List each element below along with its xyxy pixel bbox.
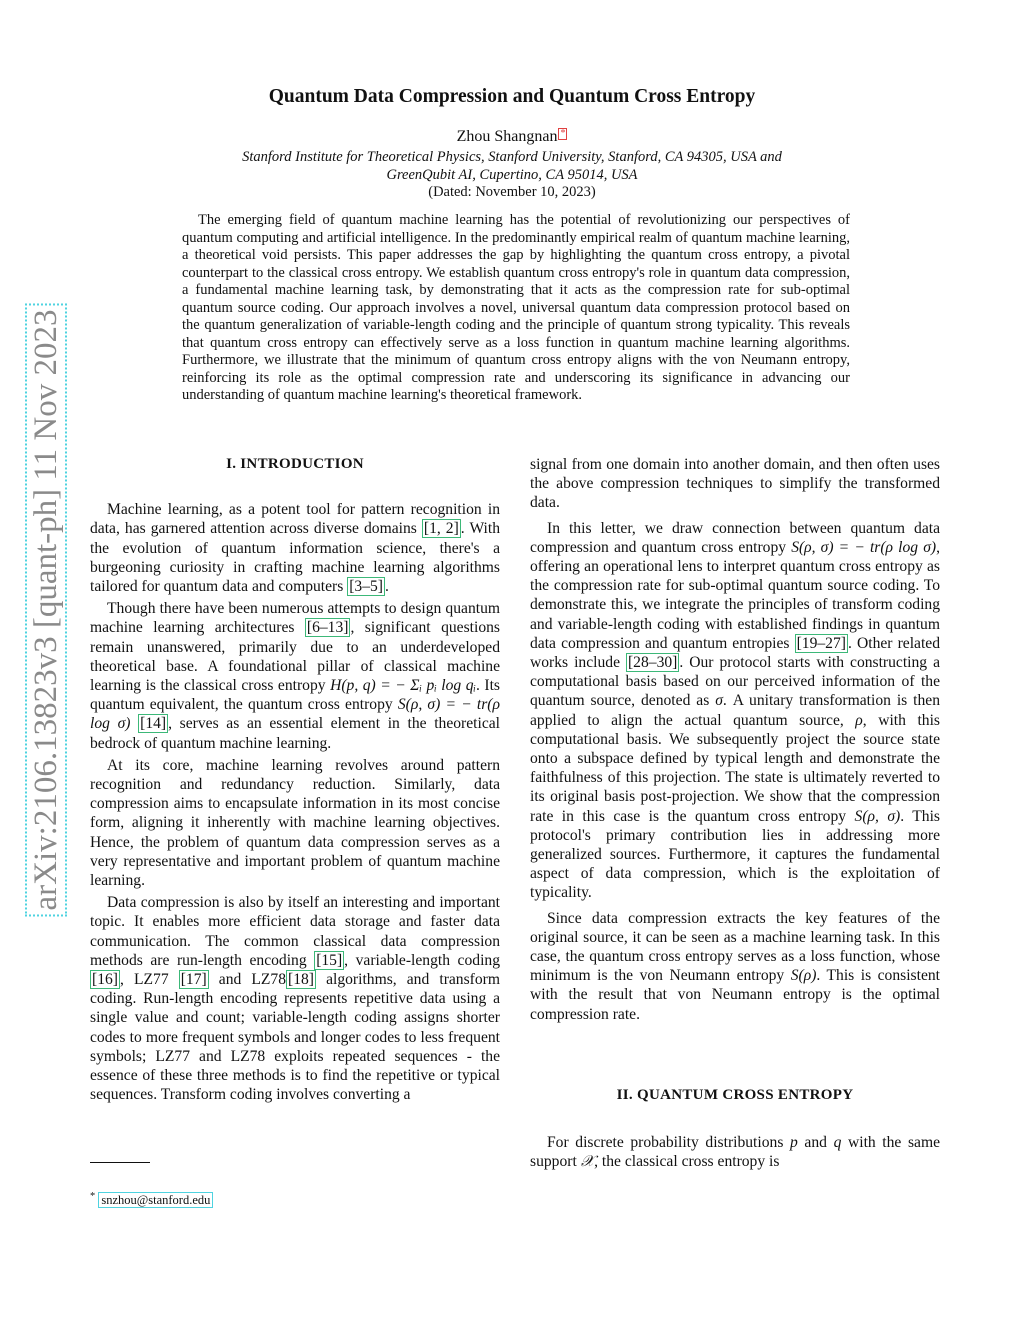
citation-link[interactable]: [18]	[288, 971, 314, 989]
math-inline: σ	[715, 692, 723, 710]
citation-link[interactable]: [1, 2]	[423, 520, 459, 538]
math-inline: S(ρ, σ) = − tr(ρ log σ)	[791, 538, 937, 556]
paragraph: In this letter, we draw connection between quantum data compression and quantum cross entropy S(ρ, σ) = − tr(ρ log σ), offering an operational lens to interpret quantum cross entropy as the compression rate for sub-optimal quantum source coding. To demonstrate this, we integrate the principles of transform coding and variable-length coding with established findings in quantum data compression and quantum entropies [19–27] . Other related works include [28–30] . Our protocol starts with constructing a computational basis based on our perceived information of the quantum source, denoted as σ. A unitary transformation is then applied to align the actual quantum source, ρ, with this computational basis. We subsequently project the source state onto a subspace defined by typical length and demonstrate the faithfulness of this projection. The state is ultimately reverted to its original basis post-projection. We show that the compression rate in this case is the quantum cross entropy S(ρ, σ). This protocol's primary contribution lies in addressing more generalized sources. Furthermore, it captures the fundamental aspect of data compression, which is the exploitation of typicality.	[530, 519, 941, 902]
paragraph: At its core, machine learning revolves around pattern recognition and redundancy reduction. Similarly, data compression aims to encapsulate information in its most concise form, aligning it inherently with machine learning objectives. Hence, the problem of quantum data compression serves as a very representative and important problem of quantum machine learning.	[90, 756, 500, 890]
paragraph: For discrete probability distributions p and q with the same support 𝒳, the classical cross entropy is	[530, 1134, 941, 1171]
citation-link[interactable]: [28–30]	[627, 654, 678, 672]
paragraph: Though there have been numerous attempts to design quantum machine learning architectures [6–13] , significant questions remain unanswered, primarily due to an underdeveloped theoretical base. A foundational pillar of classical machine learning is the classical cross entropy H(p, q) = − Σᵢ pᵢ log qᵢ. Its quantum equivalent, the quantum cross entropy S(ρ, σ) = − tr(ρ log σ) [14] , serves as an essential element in the theoretical bedrock of quantum machine learning.	[90, 600, 500, 752]
section-heading-quantum-cross-entropy: II. QUANTUM CROSS ENTROPY	[616, 1086, 854, 1103]
footnote-rule	[90, 1162, 150, 1163]
math-inline: S(ρ, σ)	[854, 807, 901, 825]
math-inline: S(ρ)	[790, 967, 817, 985]
citation-link[interactable]: [17]	[180, 971, 207, 989]
paragraph: Data compression is also by itself an interesting and important topic. It enables more efficient data storage and faster data communication. The common classical data compression methods are run-length encoding [15] , variable-length coding [16] , LZ77 [17] and LZ78 [18] algorithms, and transform coding. Run-length encoding represents repetitive data using a single value and count; variable-length coding assigns shorter codes to more frequent symbols and longer codes to less frequent symbols; LZ77 and LZ78 exploits repeated sequences - the essence of these three methods is to find the repetitive or typical sequences. Transform coding involves converting a	[90, 894, 500, 1104]
math-inline: ρ	[855, 711, 863, 729]
email-link[interactable]: snzhou@stanford.edu	[98, 1192, 213, 1208]
paragraph: Machine learning, as a potent tool for pattern recognition in data, has garnered attention across diverse domains [1, 2] . With the evolution of quantum information science, there's a burgeoning curiosity in crafting machine learning algorithms tailored for quantum data and computers [3–5] .	[90, 501, 501, 596]
arxiv-identifier[interactable]: arXiv:2106.13823v3 [quant-ph] 11 Nov 2023	[25, 304, 67, 917]
paragraph: Since data compression extracts the key features of the original source, it can be seen as a machine learning task. In this case, the quantum cross entropy serves as a loss function, whose minimum is the von Neumann entropy S(ρ). This is consistent with the result that von Neumann entropy is the optimal compression rate.	[530, 909, 941, 1023]
footnote-mark: *	[90, 1191, 96, 1202]
author-footnote-link[interactable]: *	[560, 128, 566, 139]
affiliation	[0, 149, 1024, 184]
affiliation-line-2: GreenQubit AI, Cupertino, CA 95014, USA	[386, 166, 638, 183]
paper-title: Quantum Data Compression and Quantum Cross Entropy	[268, 86, 756, 107]
footnote	[90, 1191, 213, 1208]
dated-line: (Dated: November 10, 2023)	[428, 184, 596, 200]
left-column	[90, 455, 500, 1108]
author-line	[0, 128, 1024, 146]
section-heading-introduction: I. INTRODUCTION	[226, 456, 364, 472]
citation-link[interactable]: [6–13]	[306, 619, 349, 637]
paragraph: signal from one domain into another domain, and then often uses the above compression techniques to simplify the transformed data.	[530, 456, 940, 512]
author-name: Zhou Shangnan	[456, 128, 558, 145]
right-column	[530, 455, 940, 1175]
math-inline: S(ρ, σ) = − tr(ρ log σ)	[90, 696, 500, 733]
arxiv-sidebar	[28, 290, 64, 930]
citation-link[interactable]: [16]	[92, 971, 118, 989]
affiliation-line-1: Stanford Institute for Theoretical Physics, Stanford University, Stanford, CA 94305, USA and	[242, 149, 782, 165]
citation-link[interactable]: [15]	[316, 951, 343, 969]
citation-link[interactable]: [19–27]	[796, 634, 846, 652]
abstract: The emerging field of quantum machine learning has the potential of revolutionizing our perspectives of quantum computing and artificial intelligence. In the predominantly empirical realm of quantum machine learning, a theoretical void persists. This paper addresses the gap by highlighting the quantum cross entropy, a pivotal counterpart to the classical cross entropy. We establish quantum cross entropy's role in quantum data compression, a fundamental machine learning task, by demonstrating that it acts as the compression rate for sub-optimal quantum source coding. Our approach involves a novel, universal quantum data compression protocol based on the quantum generalization of variable-length coding and the principle of quantum strong typicality. This reveals that quantum cross entropy can effectively serve as a loss function in quantum machine learning algorithms. Furthermore, we illustrate that the minimum of quantum cross entropy aligns with the von Neumann entropy, reinforcing its role as the optimal compression rate and underscoring its significance in advancing our understanding of quantum machine learning's theoretical framework.	[182, 212, 850, 403]
citation-link[interactable]: [3–5]	[349, 578, 383, 596]
citation-link[interactable]: [14]	[140, 715, 167, 733]
math-inline: H(p, q) = − Σᵢ pᵢ log qᵢ	[330, 677, 476, 695]
